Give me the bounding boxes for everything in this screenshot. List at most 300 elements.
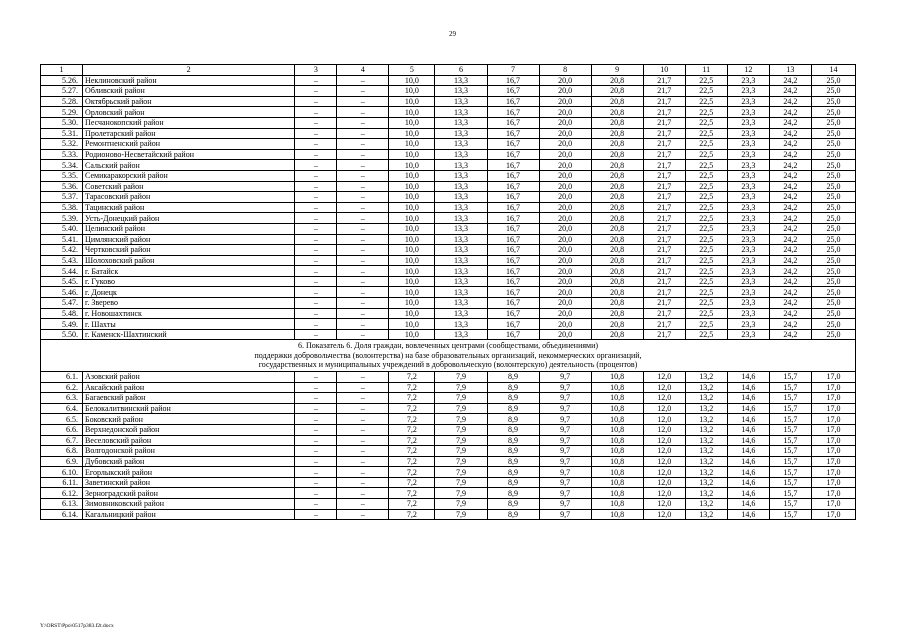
- row-value: 21,7: [643, 319, 685, 330]
- row-value: 13,2: [685, 414, 727, 425]
- row-value: 15,7: [769, 477, 811, 488]
- row-value: 24,2: [769, 213, 811, 224]
- row-value: 21,7: [643, 266, 685, 277]
- row-cell: –: [295, 403, 337, 414]
- row-value: 20,8: [591, 86, 643, 97]
- row-value: 10,8: [591, 424, 643, 435]
- row-value: 8,9: [487, 382, 539, 393]
- table-row: [41, 446, 856, 457]
- row-value: 10,8: [591, 435, 643, 446]
- row-cell: –: [337, 170, 389, 181]
- row-cell: –: [337, 276, 389, 287]
- row-value: 13,3: [435, 255, 487, 266]
- row-value: 10,8: [591, 467, 643, 478]
- row-value: 10,0: [389, 308, 435, 319]
- row-value: 23,3: [727, 266, 769, 277]
- row-value: 13,3: [435, 139, 487, 150]
- row-value: 23,3: [727, 308, 769, 319]
- row-number: 5.50.: [41, 329, 83, 340]
- row-value: 17,0: [811, 477, 855, 488]
- row-cell: –: [337, 107, 389, 118]
- table-row: [41, 202, 856, 213]
- row-value: 20,0: [539, 96, 591, 107]
- row-value: 23,3: [727, 255, 769, 266]
- row-value: 25,0: [811, 107, 855, 118]
- row-value: 13,3: [435, 181, 487, 192]
- row-value: 12,0: [643, 477, 685, 488]
- row-value: 20,8: [591, 319, 643, 330]
- row-cell: –: [295, 477, 337, 488]
- row-number: 6.12.: [41, 488, 83, 499]
- row-value: 14,6: [727, 446, 769, 457]
- row-value: 21,7: [643, 308, 685, 319]
- row-cell: –: [337, 223, 389, 234]
- row-value: 16,7: [487, 223, 539, 234]
- row-value: 10,0: [389, 287, 435, 298]
- row-value: 21,7: [643, 181, 685, 192]
- row-number: 5.30.: [41, 117, 83, 128]
- table-row: [41, 128, 856, 139]
- row-value: 20,0: [539, 128, 591, 139]
- table-row: [41, 424, 856, 435]
- row-value: 7,2: [389, 446, 435, 457]
- row-value: 20,8: [591, 75, 643, 86]
- row-value: 7,2: [389, 456, 435, 467]
- row-value: 21,7: [643, 107, 685, 118]
- row-value: 17,0: [811, 488, 855, 499]
- row-cell: –: [337, 287, 389, 298]
- row-value: 16,7: [487, 192, 539, 203]
- row-number: 5.36.: [41, 181, 83, 192]
- row-value: 20,8: [591, 202, 643, 213]
- row-value: 15,7: [769, 393, 811, 404]
- row-value: 13,3: [435, 287, 487, 298]
- row-cell: –: [337, 245, 389, 256]
- row-cell: –: [295, 382, 337, 393]
- row-number: 5.37.: [41, 192, 83, 203]
- row-value: 17,0: [811, 446, 855, 457]
- row-value: 12,0: [643, 509, 685, 520]
- row-value: 10,0: [389, 319, 435, 330]
- row-value: 13,3: [435, 308, 487, 319]
- row-value: 20,0: [539, 170, 591, 181]
- row-number: 6.3.: [41, 393, 83, 404]
- row-value: 10,8: [591, 382, 643, 393]
- row-cell: –: [295, 234, 337, 245]
- row-value: 21,7: [643, 234, 685, 245]
- row-value: 20,8: [591, 255, 643, 266]
- row-cell: –: [295, 456, 337, 467]
- row-value: 16,7: [487, 202, 539, 213]
- row-number: 6.5.: [41, 414, 83, 425]
- header-cell: 7: [487, 65, 539, 76]
- row-value: 20,0: [539, 192, 591, 203]
- row-name: Зерноградский район: [83, 488, 295, 499]
- row-value: 25,0: [811, 223, 855, 234]
- table-row: [41, 488, 856, 499]
- row-number: 6.14.: [41, 509, 83, 520]
- row-value: 7,2: [389, 393, 435, 404]
- row-name: Верхнедонской район: [83, 424, 295, 435]
- row-value: 9,7: [539, 371, 591, 382]
- row-value: 21,7: [643, 223, 685, 234]
- row-value: 25,0: [811, 319, 855, 330]
- row-cell: –: [295, 107, 337, 118]
- row-cell: –: [337, 446, 389, 457]
- table-row: [41, 160, 856, 171]
- row-value: 22,5: [685, 181, 727, 192]
- row-value: 15,7: [769, 446, 811, 457]
- row-value: 21,7: [643, 213, 685, 224]
- table-row: [41, 96, 856, 107]
- row-value: 22,5: [685, 192, 727, 203]
- row-value: 24,2: [769, 255, 811, 266]
- row-cell: –: [295, 96, 337, 107]
- row-value: 24,2: [769, 298, 811, 309]
- row-number: 6.13.: [41, 499, 83, 510]
- row-number: 5.35.: [41, 170, 83, 181]
- row-value: 22,5: [685, 276, 727, 287]
- row-cell: –: [295, 255, 337, 266]
- row-value: 25,0: [811, 139, 855, 150]
- row-value: 16,7: [487, 245, 539, 256]
- row-value: 21,7: [643, 149, 685, 160]
- row-value: 20,8: [591, 223, 643, 234]
- row-value: 21,7: [643, 86, 685, 97]
- row-value: 7,2: [389, 509, 435, 520]
- row-value: 25,0: [811, 128, 855, 139]
- row-value: 13,3: [435, 149, 487, 160]
- row-value: 20,0: [539, 149, 591, 160]
- row-value: 15,7: [769, 488, 811, 499]
- row-value: 20,8: [591, 128, 643, 139]
- row-value: 22,5: [685, 213, 727, 224]
- row-name: Тарасовский район: [83, 192, 295, 203]
- row-value: 24,2: [769, 160, 811, 171]
- row-number: 5.43.: [41, 255, 83, 266]
- row-value: 23,3: [727, 298, 769, 309]
- row-value: 24,2: [769, 287, 811, 298]
- row-value: 21,7: [643, 276, 685, 287]
- row-value: 25,0: [811, 86, 855, 97]
- row-value: 14,6: [727, 424, 769, 435]
- row-name: Сальский район: [83, 160, 295, 171]
- row-value: 22,5: [685, 234, 727, 245]
- row-cell: –: [295, 371, 337, 382]
- row-value: 25,0: [811, 298, 855, 309]
- row-value: 12,0: [643, 446, 685, 457]
- table-row: [41, 213, 856, 224]
- row-value: 20,8: [591, 96, 643, 107]
- row-value: 16,7: [487, 170, 539, 181]
- row-value: 13,2: [685, 509, 727, 520]
- row-cell: –: [337, 393, 389, 404]
- row-number: 5.41.: [41, 234, 83, 245]
- row-number: 5.38.: [41, 202, 83, 213]
- row-value: 7,2: [389, 403, 435, 414]
- table-row: [41, 382, 856, 393]
- row-cell: –: [337, 149, 389, 160]
- row-value: 8,9: [487, 488, 539, 499]
- row-value: 24,2: [769, 96, 811, 107]
- row-value: 22,5: [685, 329, 727, 340]
- row-value: 23,3: [727, 86, 769, 97]
- page-number: 29: [449, 30, 456, 38]
- row-value: 10,0: [389, 117, 435, 128]
- row-value: 17,0: [811, 414, 855, 425]
- row-cell: –: [295, 223, 337, 234]
- row-value: 8,9: [487, 456, 539, 467]
- row-number: 6.4.: [41, 403, 83, 414]
- row-cell: –: [295, 329, 337, 340]
- row-value: 13,3: [435, 266, 487, 277]
- row-value: 25,0: [811, 160, 855, 171]
- row-value: 23,3: [727, 128, 769, 139]
- row-value: 13,3: [435, 117, 487, 128]
- row-name: Боковский район: [83, 414, 295, 425]
- row-name: г. Новошахтинск: [83, 308, 295, 319]
- row-value: 7,9: [435, 499, 487, 510]
- row-name: Песчанокопский район: [83, 117, 295, 128]
- row-cell: –: [337, 139, 389, 150]
- row-number: 5.31.: [41, 128, 83, 139]
- row-number: 6.9.: [41, 456, 83, 467]
- row-value: 9,7: [539, 414, 591, 425]
- row-value: 13,2: [685, 382, 727, 393]
- row-value: 13,3: [435, 107, 487, 118]
- row-value: 10,0: [389, 245, 435, 256]
- row-cell: –: [337, 266, 389, 277]
- row-cell: –: [295, 160, 337, 171]
- row-value: 8,9: [487, 509, 539, 520]
- row-value: 9,7: [539, 403, 591, 414]
- row-cell: –: [337, 329, 389, 340]
- row-value: 16,7: [487, 86, 539, 97]
- table-row: [41, 435, 856, 446]
- row-cell: –: [337, 477, 389, 488]
- row-value: 13,2: [685, 403, 727, 414]
- row-value: 16,7: [487, 308, 539, 319]
- row-value: 8,9: [487, 414, 539, 425]
- row-value: 9,7: [539, 424, 591, 435]
- row-value: 23,3: [727, 75, 769, 86]
- row-value: 16,7: [487, 149, 539, 160]
- row-value: 25,0: [811, 181, 855, 192]
- row-value: 15,7: [769, 467, 811, 478]
- row-value: 7,2: [389, 467, 435, 478]
- row-name: Тацинский район: [83, 202, 295, 213]
- row-cell: –: [295, 181, 337, 192]
- row-value: 23,3: [727, 276, 769, 287]
- row-name: Целинский район: [83, 223, 295, 234]
- row-value: 9,7: [539, 382, 591, 393]
- row-value: 17,0: [811, 467, 855, 478]
- row-value: 20,8: [591, 234, 643, 245]
- table-row: [41, 276, 856, 287]
- row-cell: –: [295, 308, 337, 319]
- row-value: 23,3: [727, 213, 769, 224]
- table-row: [41, 75, 856, 86]
- row-value: 21,7: [643, 287, 685, 298]
- row-value: 14,6: [727, 467, 769, 478]
- row-value: 17,0: [811, 509, 855, 520]
- row-value: 12,0: [643, 371, 685, 382]
- row-value: 15,7: [769, 509, 811, 520]
- row-value: 21,7: [643, 329, 685, 340]
- row-value: 20,8: [591, 170, 643, 181]
- row-number: 5.29.: [41, 107, 83, 118]
- row-value: 20,0: [539, 234, 591, 245]
- row-cell: –: [295, 192, 337, 203]
- row-value: 17,0: [811, 456, 855, 467]
- row-value: 7,2: [389, 477, 435, 488]
- row-value: 10,8: [591, 477, 643, 488]
- row-cell: –: [337, 255, 389, 266]
- row-value: 7,2: [389, 382, 435, 393]
- row-value: 22,5: [685, 128, 727, 139]
- row-name: Пролетарский район: [83, 128, 295, 139]
- row-value: 13,3: [435, 170, 487, 181]
- row-value: 15,7: [769, 424, 811, 435]
- row-value: 16,7: [487, 287, 539, 298]
- row-name: г. Гуково: [83, 276, 295, 287]
- row-value: 16,7: [487, 276, 539, 287]
- row-cell: –: [295, 319, 337, 330]
- row-value: 16,7: [487, 266, 539, 277]
- row-value: 23,3: [727, 139, 769, 150]
- table-row: [41, 393, 856, 404]
- row-value: 13,3: [435, 319, 487, 330]
- row-value: 20,0: [539, 329, 591, 340]
- row-value: 9,7: [539, 477, 591, 488]
- row-value: 14,6: [727, 371, 769, 382]
- row-cell: –: [337, 488, 389, 499]
- table-row: [41, 467, 856, 478]
- row-name: Багаевский район: [83, 393, 295, 404]
- row-value: 16,7: [487, 107, 539, 118]
- header-row: [41, 65, 856, 76]
- row-value: 21,7: [643, 139, 685, 150]
- row-cell: –: [337, 96, 389, 107]
- row-name: Егорлыкский район: [83, 467, 295, 478]
- row-value: 10,8: [591, 371, 643, 382]
- table-row: [41, 107, 856, 118]
- row-value: 8,9: [487, 477, 539, 488]
- row-value: 23,3: [727, 117, 769, 128]
- row-value: 7,2: [389, 499, 435, 510]
- table-row: [41, 287, 856, 298]
- row-value: 20,0: [539, 117, 591, 128]
- row-value: 9,7: [539, 509, 591, 520]
- row-value: 13,2: [685, 499, 727, 510]
- row-value: 8,9: [487, 371, 539, 382]
- row-value: 24,2: [769, 329, 811, 340]
- row-value: 16,7: [487, 181, 539, 192]
- row-value: 7,2: [389, 435, 435, 446]
- row-value: 16,7: [487, 213, 539, 224]
- row-value: 17,0: [811, 424, 855, 435]
- row-value: 25,0: [811, 202, 855, 213]
- row-cell: –: [295, 75, 337, 86]
- row-value: 24,2: [769, 202, 811, 213]
- row-value: 7,9: [435, 414, 487, 425]
- row-name: Семикаракорский район: [83, 170, 295, 181]
- row-value: 20,8: [591, 181, 643, 192]
- row-value: 16,7: [487, 139, 539, 150]
- table-row: [41, 414, 856, 425]
- row-value: 25,0: [811, 245, 855, 256]
- row-value: 22,5: [685, 117, 727, 128]
- row-value: 10,0: [389, 329, 435, 340]
- row-value: 7,9: [435, 477, 487, 488]
- row-number: 5.28.: [41, 96, 83, 107]
- row-cell: –: [295, 435, 337, 446]
- row-number: 6.2.: [41, 382, 83, 393]
- row-value: 13,3: [435, 223, 487, 234]
- row-value: 13,2: [685, 488, 727, 499]
- row-value: 13,3: [435, 213, 487, 224]
- row-value: 22,5: [685, 319, 727, 330]
- row-value: 16,7: [487, 75, 539, 86]
- row-value: 15,7: [769, 435, 811, 446]
- row-value: 13,3: [435, 298, 487, 309]
- row-value: 25,0: [811, 75, 855, 86]
- row-cell: –: [295, 446, 337, 457]
- row-value: 8,9: [487, 403, 539, 414]
- row-value: 13,2: [685, 424, 727, 435]
- row-value: 9,7: [539, 467, 591, 478]
- row-value: 20,8: [591, 266, 643, 277]
- row-name: Заветинский район: [83, 477, 295, 488]
- row-value: 7,9: [435, 403, 487, 414]
- row-cell: –: [337, 414, 389, 425]
- row-value: 12,0: [643, 403, 685, 414]
- header-cell: 14: [811, 65, 855, 76]
- header-cell: 3: [295, 65, 337, 76]
- table-row: [41, 149, 856, 160]
- row-value: 7,2: [389, 488, 435, 499]
- row-cell: –: [337, 403, 389, 414]
- row-value: 20,8: [591, 192, 643, 203]
- row-value: 16,7: [487, 234, 539, 245]
- row-value: 25,0: [811, 96, 855, 107]
- row-value: 24,2: [769, 276, 811, 287]
- row-value: 13,2: [685, 446, 727, 457]
- row-value: 22,5: [685, 107, 727, 118]
- row-name: Неклиновский район: [83, 75, 295, 86]
- row-value: 16,7: [487, 329, 539, 340]
- row-cell: –: [295, 149, 337, 160]
- row-name: Обливский район: [83, 86, 295, 97]
- row-cell: –: [337, 213, 389, 224]
- header-cell: 8: [539, 65, 591, 76]
- row-value: 20,0: [539, 287, 591, 298]
- table-row: [41, 371, 856, 382]
- row-value: 8,9: [487, 499, 539, 510]
- table-row: [41, 192, 856, 203]
- row-value: 13,2: [685, 456, 727, 467]
- row-value: 10,8: [591, 456, 643, 467]
- row-value: 12,0: [643, 467, 685, 478]
- row-value: 24,2: [769, 223, 811, 234]
- row-value: 10,8: [591, 446, 643, 457]
- row-cell: –: [295, 467, 337, 478]
- row-cell: –: [295, 488, 337, 499]
- row-value: 12,0: [643, 456, 685, 467]
- row-value: 9,7: [539, 456, 591, 467]
- row-value: 22,5: [685, 202, 727, 213]
- row-value: 20,8: [591, 213, 643, 224]
